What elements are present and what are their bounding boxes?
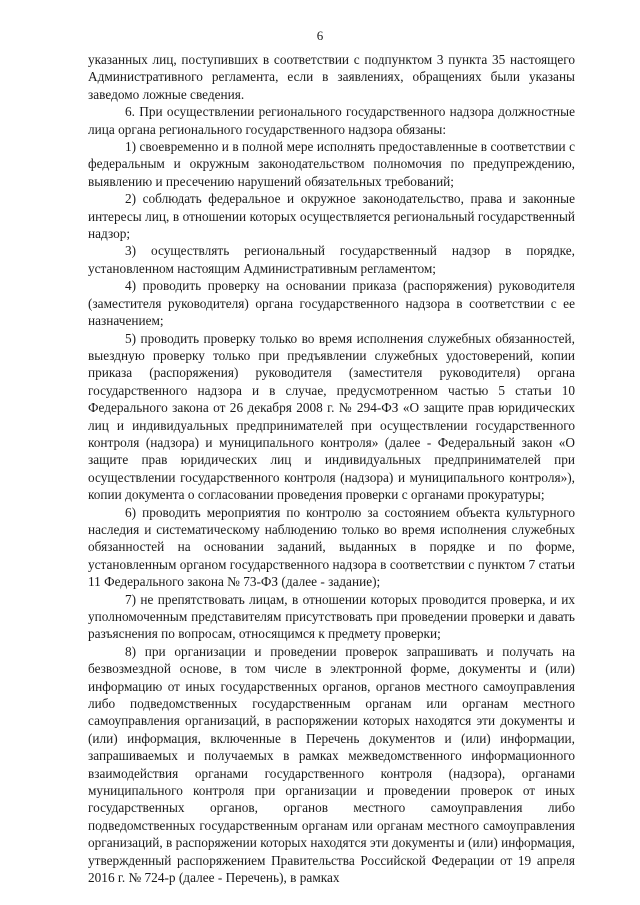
page-number: 6 xyxy=(316,28,324,43)
paragraph-subitem-5: 5) проводить проверку только во время исполнения служебных обязанностей, выездную проверку только при предъявлении служебных удостоверений, копии приказа (распоряжения) руководителя (заместителя руководителя) органа государственного надзора и в случае, предусмотренном частью 5 статьи 10 Федерального закона от 26 декабря 2008 г. № 294-ФЗ «О защите прав юридических лиц и индивидуальных предпринимателей при осуществлении государственного контроля (надзора) и муниципального контроля» (далее - Федеральный закон «О защите прав юридических лиц и индивидуальных предпринимателей при осуществлении государственного контроля (надзора) и муниципального контроля»), копии документа о согласовании проведения проверки с органами прокуратуры; xyxy=(88,330,575,503)
paragraph-subitem-2: 2) соблюдать федеральное и окружное законодательство, права и законные интересы лиц, в отношении которых осуществляется региональный государственный надзор; xyxy=(88,191,575,242)
paragraph-subitem-7: 7) не препятствовать лицам, в отношении которых проводится проверка, и их уполномоченным представителям присутствовать при проведении проверки и давать разъяснения по вопросам, относящимся к предмету проверки; xyxy=(88,591,575,642)
document-body xyxy=(88,51,575,887)
paragraph-subitem-1: 1) своевременно и в полной мере исполнять предоставленные в соответствии с федеральным и окружным законодательством полномочия по предупреждению, выявлению и пресечению нарушений обязательных требований; xyxy=(88,139,575,189)
paragraph-item-6: 6. При осуществлении регионального государственного надзора должностные лица органа регионального государственного надзора обязаны: xyxy=(88,104,575,137)
paragraph-subitem-3: 3) осуществлять региональный государственный надзор в порядке, установленном настоящим Административным регламентом; xyxy=(88,243,575,276)
paragraph-subitem-6: 6) проводить мероприятия по контролю за состоянием объекта культурного наследия и систематическому наблюдению только во время исполнения служебных обязанностей на основании заданий, выданных в порядке и по форме, установленным органом государственного надзора в соответствии с пунктом 7 статьи 11 Федерального закона № 73-ФЗ (далее - задание); xyxy=(88,504,575,590)
paragraph-subitem-4: 4) проводить проверку на основании приказа (распоряжения) руководителя (заместителя руководителя) органа государственного надзора в соответствии с ее назначением; xyxy=(88,278,575,329)
paragraph-subitem-8: 8) при организации и проведении проверок запрашивать и получать на безвозмездной основе, в том числе в электронной форме, документы и (или) информацию от иных государственных органов, органов местного самоуправления либо подведомственных государственным органам или органам местного самоуправления организаций, в распоряжении которых находятся эти документы и (или) информация, включенные в Перечень документов и (или) информации, запрашиваемых и получаемых в рамках межведомственного информационного взаимодействия органами государственного контроля (надзора), органами муниципального контроля при организации и проведении проверок от иных государственных органов, органов местного самоуправления либо подведомственных государственным органам или органам местного самоуправления организаций, в распоряжении которых находятся эти документы и (или) информация, утвержденный распоряжением Правительства Российской Федерации от 19 апреля 2016 г. № 724-р (далее - Перечень), в рамках xyxy=(88,643,575,886)
paragraph-continuation: указанных лиц, поступивших в соответствии с подпунктом 3 пункта 35 настоящего Административного регламента, если в заявлениях, обращениях были указаны заведомо ложные сведения. xyxy=(88,52,575,102)
